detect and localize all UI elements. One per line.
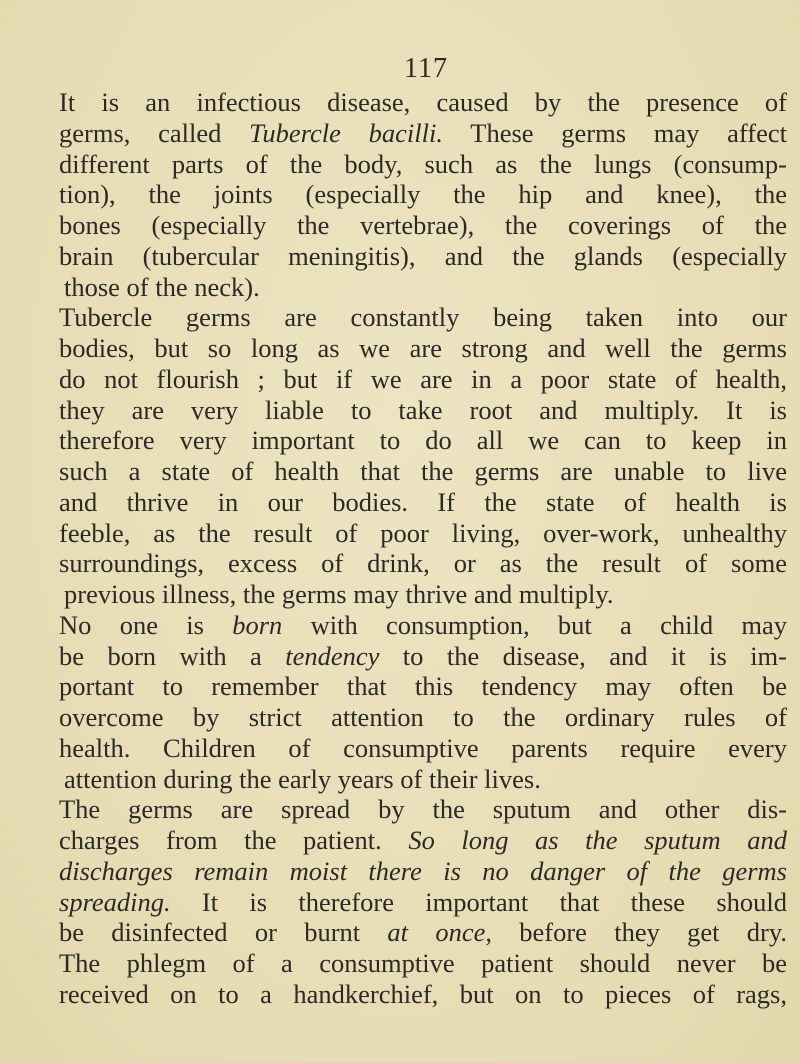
text-line	[59, 886, 787, 917]
text-segment: be disinfected or burnt	[59, 917, 388, 948]
text-line: previous illness, the germs may thrive and multiply.	[64, 579, 614, 609]
text-line: such a state of health that the germs are unable to live	[59, 456, 787, 486]
text-line: those of the neck).	[64, 271, 260, 302]
text-segment: It is therefore important that these should	[170, 886, 787, 917]
text-line: health. Children of consumptive parents require every	[59, 732, 787, 763]
italic-text: So long as the sputum and	[408, 825, 787, 855]
text-line: they are very liable to take root and multiply. It is	[59, 394, 787, 425]
text-segment: with consumption, but a child may	[282, 609, 788, 640]
text-line	[59, 117, 787, 148]
text-line: bones (especially the vertebrae), the coverings of the	[59, 210, 787, 240]
italic-text: Tubercle bacilli.	[249, 117, 443, 148]
italic-text: discharges remain moist there is no danger of the germs	[59, 855, 787, 886]
text-line: do not flourish ; but if we are in a poor state of health,	[59, 363, 787, 394]
text-line: therefore very important to do all we can to keep in	[59, 425, 787, 456]
italic-text: tendency	[285, 640, 380, 671]
text-segment: These germs may affect	[443, 117, 787, 148]
text-segment: No one is	[59, 609, 233, 640]
italic-text: at once,	[387, 917, 492, 948]
text-line: tion), the joints (especially the hip and knee), the	[59, 179, 787, 210]
text-line: bodies, but so long as we are strong and well the germs	[59, 333, 787, 363]
text-line	[59, 855, 787, 886]
text-line: brain (tubercular meningitis), and the glands (especially	[59, 240, 787, 271]
text-line: surroundings, excess of drink, or as the result of some	[59, 548, 787, 579]
text-line	[59, 640, 787, 671]
page-number: 117	[404, 53, 448, 84]
text-line	[59, 827, 787, 854]
text-segment: be born with a	[59, 640, 286, 671]
text-line: The germs are spread by the sputum and other dis-	[59, 794, 787, 825]
text-line: feeble, as the result of poor living, over-work, unhealthy	[59, 517, 787, 548]
text-segment: to the disease, and it is im-	[379, 640, 787, 671]
text-line: Tubercle germs are constantly being taken into our	[59, 302, 787, 333]
text-line: different parts of the body, such as the lungs (consump-	[59, 148, 787, 179]
text-line: portant to remember that this tendency may often be	[59, 671, 787, 702]
text-segment: germs, called	[59, 117, 250, 148]
text-line: attention during the early years of their lives.	[64, 763, 541, 794]
text-line: received on to a handkerchief, but on to pieces of rags,	[59, 978, 787, 1009]
text-segment: charges from the patient.	[59, 825, 409, 855]
text-line: and thrive in our bodies. If the state of health is	[59, 486, 787, 517]
text-line	[59, 919, 787, 946]
text-segment: before they get dry.	[491, 917, 787, 948]
text-line	[59, 609, 788, 640]
text-line: overcome by strict attention to the ordinary rules of	[59, 702, 787, 732]
italic-text: born	[232, 609, 283, 640]
italic-text: spreading.	[59, 886, 171, 917]
text-line: It is an infectious disease, caused by the presence of	[59, 87, 787, 117]
text-line: The phlegm of a consumptive patient should never be	[59, 948, 787, 978]
